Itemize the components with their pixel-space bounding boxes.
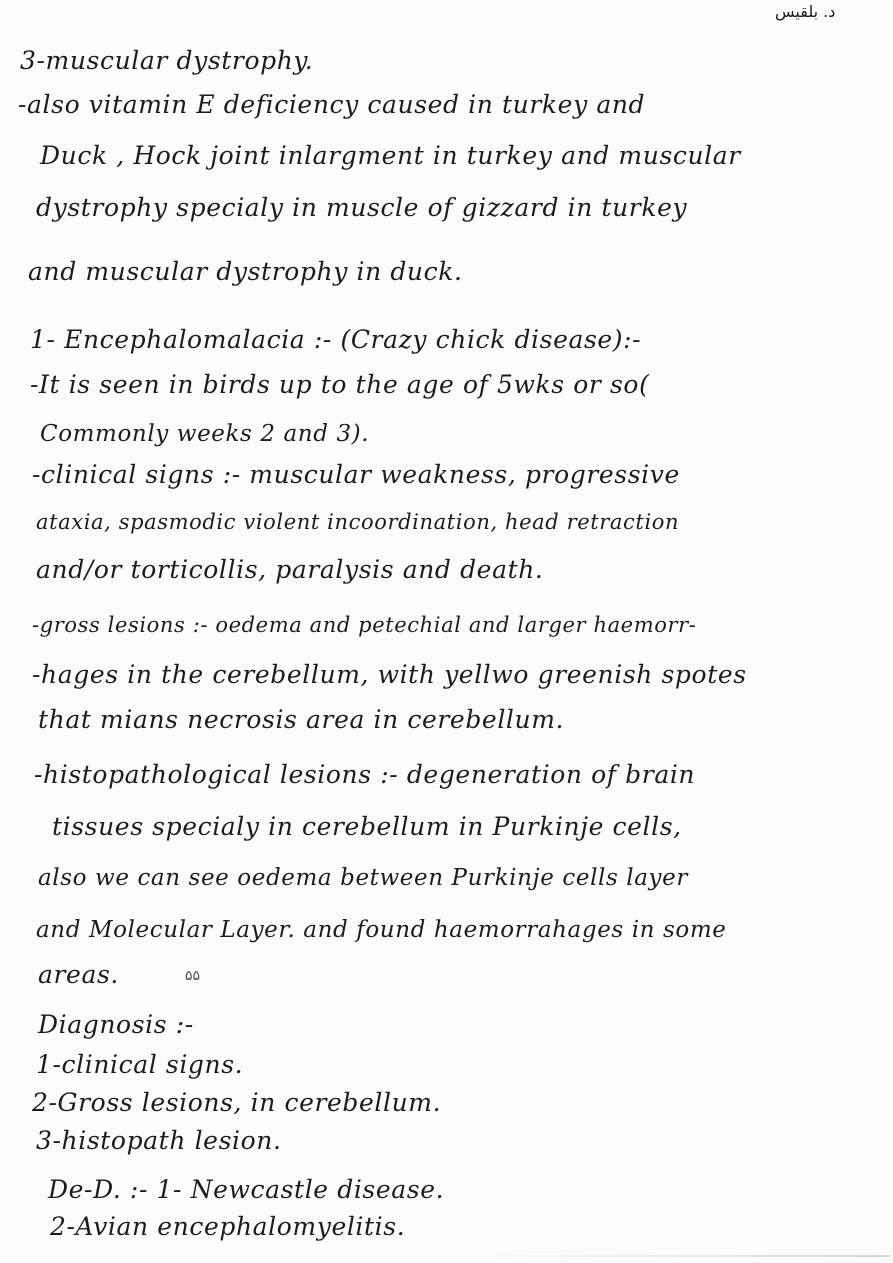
stray-mark: ۵۵	[185, 968, 201, 984]
line-24: De-D. :- 1- Newcastle disease.	[48, 1175, 445, 1204]
line-6: 1- Encephalomalacia :- (Crazy chick disease):-	[30, 325, 642, 354]
line-3: Duck , Hock joint inlargment in turkey and muscular	[40, 141, 741, 170]
line-20: Diagnosis :-	[38, 1010, 194, 1039]
line-10: ataxia, spasmodic violent incoordination, head retraction	[36, 510, 680, 534]
corner-note: د. بلقيس	[775, 2, 836, 21]
line-9: -clinical signs :- muscular weakness, progressive	[32, 460, 680, 489]
line-1: 3-muscular dystrophy.	[20, 46, 314, 75]
line-4: dystrophy specialy in muscle of gizzard in turkey	[36, 193, 688, 222]
line-8: Commonly weeks 2 and 3).	[40, 421, 370, 447]
line-14: that mians necrosis area in cerebellum.	[38, 705, 565, 734]
line-25: 2-Avian encephalomyelitis.	[50, 1212, 406, 1241]
line-5: and muscular dystrophy in duck.	[28, 257, 463, 286]
line-7: -It is seen in birds up to the age of 5wks or so(	[30, 370, 650, 399]
line-12: -gross lesions :- oedema and petechial and larger haemorr-	[32, 613, 697, 637]
line-22: 2-Gross lesions, in cerebellum.	[32, 1088, 442, 1117]
line-18: and Molecular Layer. and found haemorrahages in some	[36, 917, 727, 943]
line-11: and/or torticollis, paralysis and death.	[36, 555, 544, 584]
line-15: -histopathological lesions :- degeneration of brain	[34, 760, 696, 789]
line-2: -also vitamin E deficiency caused in turkey and	[18, 90, 646, 119]
line-16: tissues specialy in cerebellum in Purkinje cells,	[52, 812, 682, 841]
line-21: 1-clinical signs.	[36, 1050, 244, 1079]
line-23: 3-histopath lesion.	[36, 1126, 282, 1155]
line-19: areas.	[38, 960, 119, 989]
line-13: -hages in the cerebellum, with yellwo greenish spotes	[32, 660, 747, 689]
line-17: also we can see oedema between Purkinje cells layer	[38, 865, 688, 891]
page-edge	[470, 1255, 890, 1257]
